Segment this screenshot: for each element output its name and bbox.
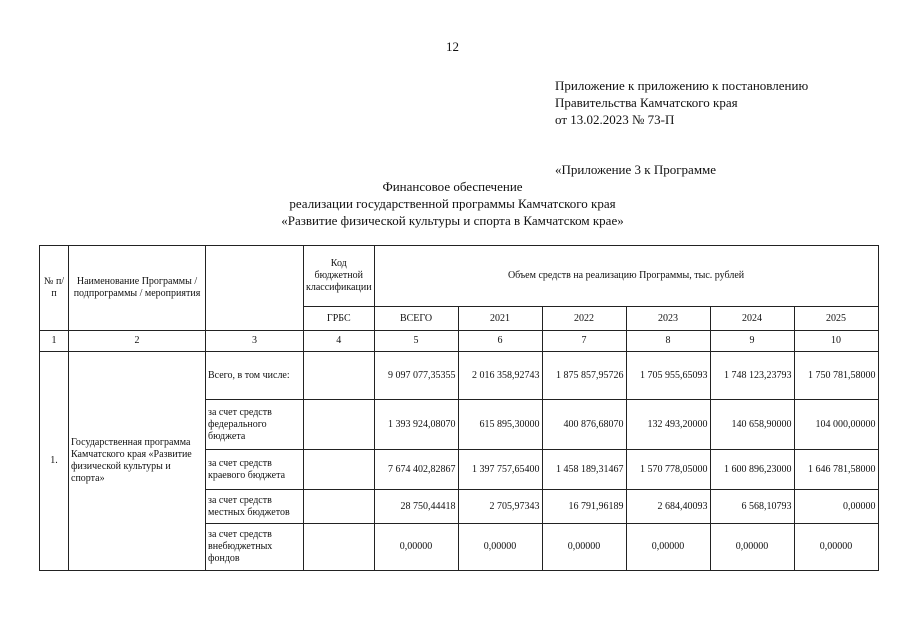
- appendix-reference: «Приложение 3 к Программе: [555, 162, 717, 177]
- value-cell: 0,00000: [710, 524, 794, 571]
- value-cell: 1 393 924,08070: [374, 400, 458, 450]
- grbs-cell: [304, 352, 375, 400]
- value-cell: 2 684,40093: [626, 490, 710, 524]
- value-cell: 0,00000: [794, 490, 878, 524]
- column-numbers-row: [40, 331, 879, 352]
- value-cell: 1 875 857,95726: [542, 352, 626, 400]
- column-number: 1: [40, 331, 69, 352]
- value-cell: 1 458 189,31467: [542, 450, 626, 490]
- value-cell: 1 705 955,65093: [626, 352, 710, 400]
- header-name: Наименование Программы / подпрограммы / мероприятия: [69, 246, 206, 331]
- funding-source: Всего, в том числе:: [206, 352, 304, 400]
- value-cell: 0,00000: [458, 524, 542, 571]
- grbs-cell: [304, 400, 375, 450]
- value-cell: 9 097 077,35355: [374, 352, 458, 400]
- funding-source: за счет средств местных бюджетов: [206, 490, 304, 524]
- value-cell: 132 493,20000: [626, 400, 710, 450]
- program-name: Государственная программа Камчатского края «Развитие физической культуры и спорта»: [69, 352, 206, 571]
- value-cell: 16 791,96189: [542, 490, 626, 524]
- header-grbs: ГРБС: [304, 307, 375, 331]
- value-cell: 0,00000: [626, 524, 710, 571]
- row-number: 1.: [40, 352, 69, 571]
- appendix-header: [555, 77, 808, 178]
- title-line-3: «Развитие физической культуры и спорта в Камчатском крае»: [281, 213, 624, 228]
- header-volume: Объем средств на реализацию Программы, тыс. рублей: [374, 246, 878, 307]
- header-code: Код бюджетной классификации: [304, 246, 375, 307]
- page-number: 12: [446, 39, 459, 54]
- funding-source: за счет средств внебюджетных фондов: [206, 524, 304, 571]
- grbs-cell: [304, 450, 375, 490]
- column-number: 6: [458, 331, 542, 352]
- value-cell: 2 705,97343: [458, 490, 542, 524]
- appendix-line-2: Правительства Камчатского края: [555, 95, 738, 110]
- column-number: 4: [304, 331, 375, 352]
- value-cell: 104 000,00000: [794, 400, 878, 450]
- header-number: № п/п: [40, 246, 69, 331]
- value-cell: 6 568,10793: [710, 490, 794, 524]
- value-cell: 1 646 781,58000: [794, 450, 878, 490]
- value-cell: 0,00000: [542, 524, 626, 571]
- column-number: 7: [542, 331, 626, 352]
- value-cell: 7 674 402,82867: [374, 450, 458, 490]
- table-row: [40, 352, 879, 400]
- header-year: 2021: [458, 307, 542, 331]
- document-title: [0, 178, 905, 229]
- value-cell: 28 750,44418: [374, 490, 458, 524]
- header-year: 2023: [626, 307, 710, 331]
- value-cell: 0,00000: [794, 524, 878, 571]
- header-year: 2025: [794, 307, 878, 331]
- appendix-line-1: Приложение к приложению к постановлению: [555, 78, 809, 93]
- value-cell: 1 397 757,65400: [458, 450, 542, 490]
- value-cell: 0,00000: [374, 524, 458, 571]
- grbs-cell: [304, 490, 375, 524]
- header-source: [206, 246, 304, 331]
- value-cell: 2 016 358,92743: [458, 352, 542, 400]
- column-number: 9: [710, 331, 794, 352]
- value-cell: 140 658,90000: [710, 400, 794, 450]
- value-cell: 400 876,68070: [542, 400, 626, 450]
- financing-table: [39, 245, 879, 571]
- title-line-2: реализации государственной программы Камчатского края: [289, 196, 616, 211]
- funding-source: за счет средств федерального бюджета: [206, 400, 304, 450]
- grbs-cell: [304, 524, 375, 571]
- title-line-1: Финансовое обеспечение: [382, 179, 523, 194]
- column-number: 3: [206, 331, 304, 352]
- header-year: 2022: [542, 307, 626, 331]
- column-number: 5: [374, 331, 458, 352]
- funding-source: за счет средств краевого бюджета: [206, 450, 304, 490]
- value-cell: 1 748 123,23793: [710, 352, 794, 400]
- value-cell: 1 600 896,23000: [710, 450, 794, 490]
- value-cell: 615 895,30000: [458, 400, 542, 450]
- column-number: 2: [69, 331, 206, 352]
- value-cell: 1 750 781,58000: [794, 352, 878, 400]
- appendix-line-3: от 13.02.2023 № 73-П: [555, 112, 675, 127]
- value-cell: 1 570 778,05000: [626, 450, 710, 490]
- column-number: 8: [626, 331, 710, 352]
- column-number: 10: [794, 331, 878, 352]
- header-year: 2024: [710, 307, 794, 331]
- header-total: ВСЕГО: [374, 307, 458, 331]
